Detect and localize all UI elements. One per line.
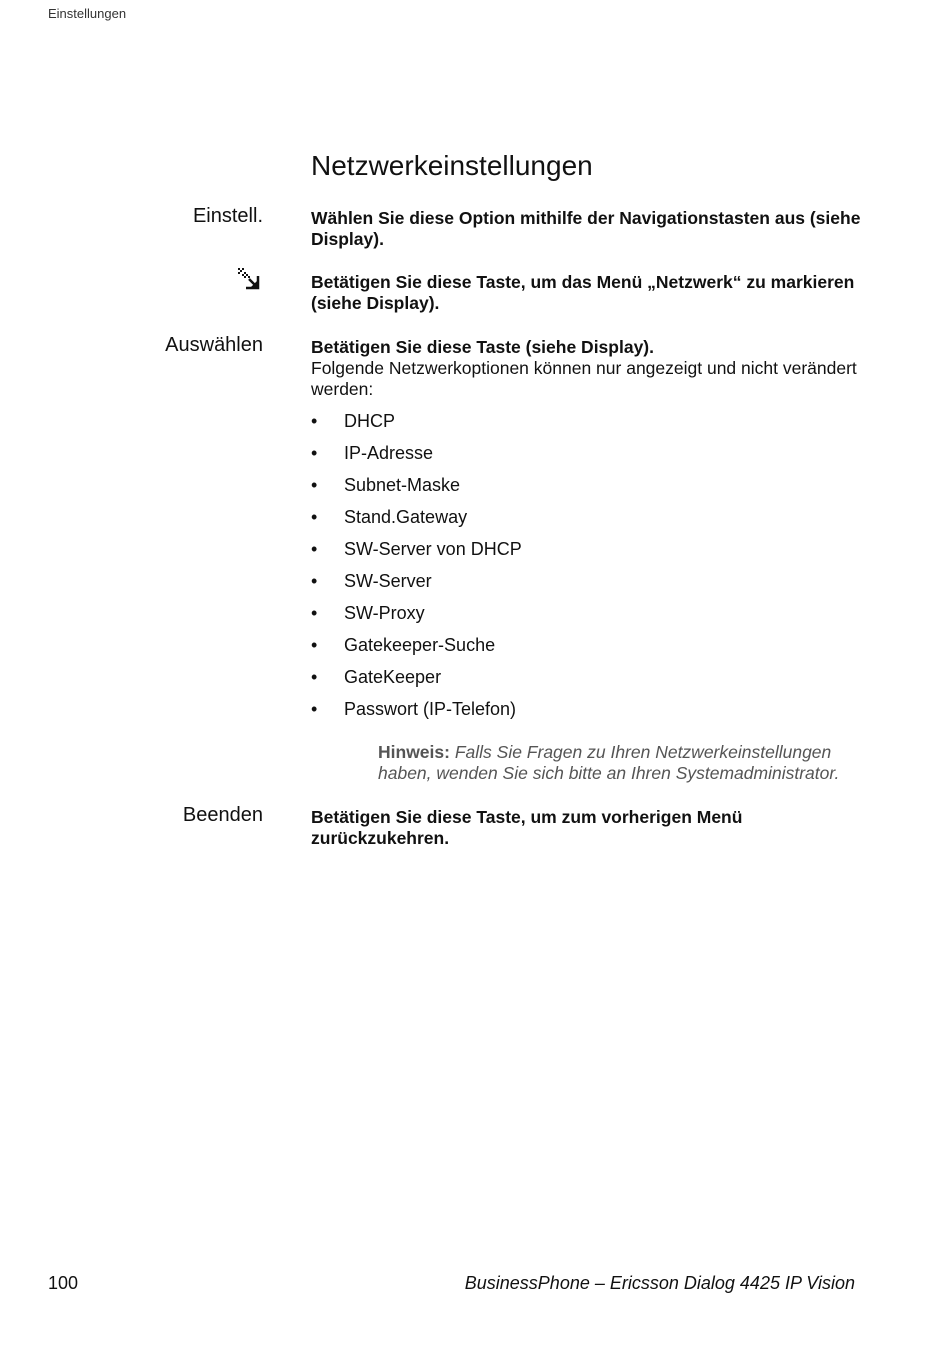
- list-item-label: SW-Server: [344, 571, 432, 591]
- key-label-beenden: Beenden: [182, 804, 263, 826]
- list-item-label: SW-Server von DHCP: [344, 539, 522, 559]
- list-item-label: DHCP: [344, 411, 396, 431]
- list-item-label: GateKeeper: [344, 667, 442, 687]
- bullet: •: [311, 411, 318, 431]
- step-einstell-instruction: Wählen Sie diese Option mithilfe der Navigationstasten aus (siehe Display).: [311, 208, 861, 249]
- page-title: Netzwerkeinstellungen: [311, 150, 593, 181]
- bullet: •: [311, 603, 318, 623]
- bullet: •: [311, 507, 318, 527]
- list-item: [311, 537, 522, 569]
- network-options-list: [311, 409, 522, 729]
- list-item-label: SW-Proxy: [344, 603, 425, 623]
- list-item: [311, 409, 522, 441]
- list-item-label: IP-Adresse: [344, 443, 434, 463]
- step-einstell-text: [311, 208, 871, 250]
- step-navigate-instruction: Betätigen Sie diese Taste, um das Menü „Netzwerk“ zu markieren (siehe Display).: [311, 272, 855, 313]
- step-auswaehlen-text: [311, 337, 871, 400]
- list-item-label: Gatekeeper-Suche: [344, 635, 496, 655]
- list-item: [311, 601, 522, 633]
- list-item-label: Stand.Gateway: [344, 507, 468, 527]
- navigation-key-down-right-icon: [236, 266, 262, 292]
- key-label-auswaehlen: Auswählen: [165, 334, 263, 356]
- step-beenden-instruction: Betätigen Sie diese Taste, um zum vorherigen Menü zurückzukehren.: [311, 807, 743, 848]
- list-item-label: Subnet-Maske: [344, 475, 461, 495]
- note: [378, 742, 868, 784]
- list-item: [311, 473, 522, 505]
- bullet: •: [311, 699, 318, 719]
- step-auswaehlen-description: Folgende Netzwerkoptionen können nur angezeigt und nicht verändert werden:: [311, 358, 857, 399]
- bullet: •: [311, 667, 318, 687]
- step-navigate-text: [311, 272, 871, 314]
- bullet: •: [311, 475, 318, 495]
- step-auswaehlen-instruction: Betätigen Sie diese Taste (siehe Display).: [311, 337, 654, 357]
- bullet: •: [311, 443, 318, 463]
- footer-document-title: BusinessPhone – Ericsson Dialog 4425 IP Vision: [464, 1273, 855, 1293]
- running-header: Einstellungen: [48, 6, 127, 21]
- note-label: Hinweis:: [378, 742, 450, 762]
- bullet: •: [311, 571, 318, 591]
- list-item: [311, 569, 522, 601]
- step-beenden-text: [311, 807, 871, 849]
- list-item: [311, 633, 522, 665]
- note-text: Falls Sie Fragen zu Ihren Netzwerkeinstellungen haben, wenden Sie sich bitte an Ihren Systemadministrator.: [378, 742, 840, 783]
- bullet: •: [311, 539, 318, 559]
- list-item: [311, 697, 522, 729]
- key-label-einstell: Einstell.: [192, 205, 263, 227]
- list-item-label: Passwort (IP-Telefon): [344, 699, 517, 719]
- list-item: [311, 441, 522, 473]
- list-item: [311, 505, 522, 537]
- page-number: 100: [48, 1273, 79, 1293]
- list-item: [311, 665, 522, 697]
- bullet: •: [311, 635, 318, 655]
